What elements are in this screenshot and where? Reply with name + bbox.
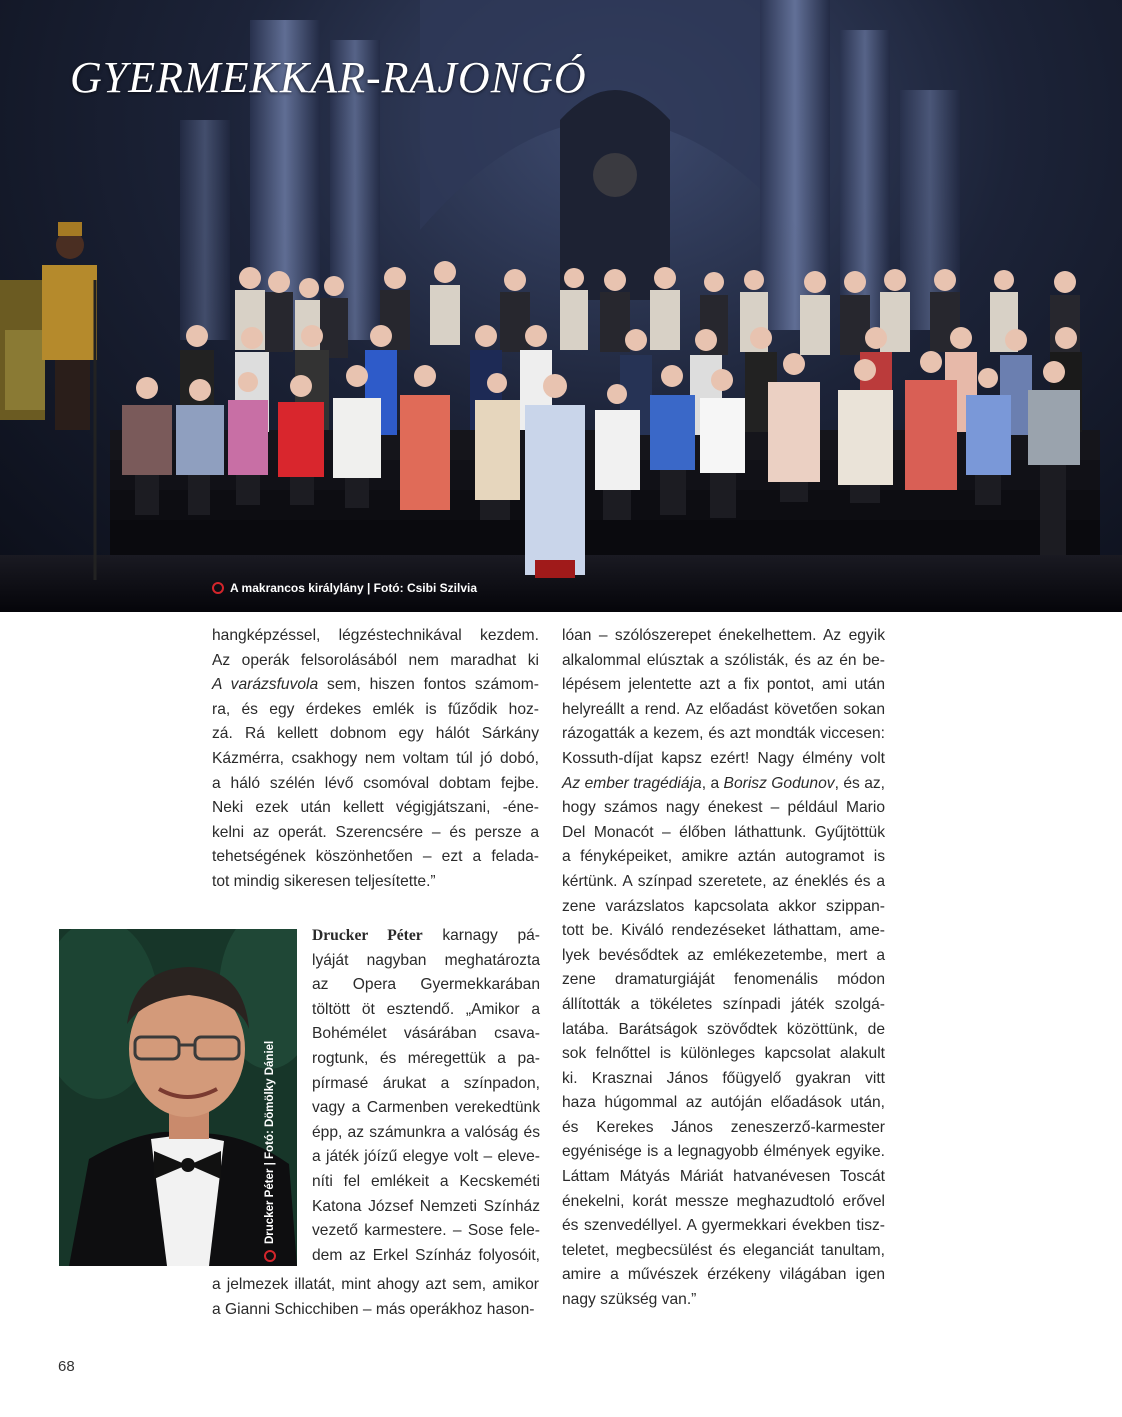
text-line: állították a tökéletes színpadi játék szolgá- [562, 995, 885, 1013]
text-line: rogtunk, és méregettük a pa- [312, 1049, 540, 1067]
text-line: egyénisége is a legnagyobb élmények egyike. [562, 1143, 885, 1161]
text-fragment: sem, hiszen fontos számom- [318, 676, 539, 694]
text-line: kelni az operát. Szerencsére – és persze a [212, 823, 539, 841]
portrait-photo [59, 929, 297, 1266]
portrait-caption [264, 1041, 276, 1262]
text-line: hogy számos nagy énekest – például Mario [562, 799, 885, 817]
text-fragment: karnagy pá- [422, 927, 540, 944]
text-line [312, 924, 540, 949]
text-line: a játék jóízű elegye volt – eleve- [312, 1148, 540, 1166]
text-line: ki. Krasznai János főügyelő gyakran vitt [562, 1069, 885, 1087]
text-line: lyek bevésődtek az emlékezetembe, mert a [562, 946, 885, 964]
portrait-illustration [59, 929, 297, 1266]
text-fragment: , a [701, 774, 724, 792]
hero-photo [0, 0, 1122, 612]
text-line: teletet, megbecsülést és eleganciát tanultam, [562, 1241, 885, 1259]
text-line: lóan – szólószerepet énekelhettem. Az egyik [562, 627, 885, 644]
text-line: a háló szélén lévő csomóval dobtam fejbe. [212, 774, 539, 792]
text-line: az Opera Gyermekkarában [312, 976, 540, 994]
text-line: tott be. Kiváló rendezéseket láthattam, ame- [562, 922, 885, 940]
text-line: hangképzéssel, légzéstechnikával kezdem. [212, 627, 539, 644]
italic-title: Az ember tragédiája [562, 774, 702, 792]
text-line: zene dramaturgiáját fenomenális módon [562, 971, 885, 989]
text-line: zá. Rá kellett dobnom egy hálót Sárkány [212, 725, 539, 743]
text-line: és szenvedéllyel. A gyermekkari években tisz- [562, 1217, 885, 1235]
italic-title: Borisz Godunov [723, 774, 835, 792]
text-line: níti fel emlékeit a Kecskeméti [312, 1172, 540, 1190]
text-line: tot mindig sikeresen teljesítette.” [212, 872, 436, 890]
text-line: a Gianni Schicchiben – más operákhoz hason- [212, 1300, 535, 1318]
text-line: Az operák felsorolásából nem maradhat ki [212, 651, 539, 669]
text-fragment: , és az, [834, 774, 885, 792]
text-line: énekelni, korát messze meghazudtoló erővel [562, 1192, 885, 1210]
text-line: tehetségének köszönhetően – ezt a felada- [212, 848, 539, 866]
text-line [212, 673, 539, 698]
text-line: nagy szükség van.” [562, 1291, 697, 1309]
portrait-caption-ring-icon [264, 1250, 276, 1262]
text-line: Neki ezek után kellett végigjátszani, -éne- [212, 799, 539, 817]
text-line: ra, és egy érdekes emlék is fűződik hoz- [212, 700, 539, 718]
text-line: Láttam Mátyás Máriát hatvanévesen Toscát [562, 1168, 885, 1186]
text-line: épp, az számunkra a valóság és [312, 1123, 540, 1141]
text-line: helyreállt a rend. Az előadást követően sokan [562, 700, 885, 718]
column-top-left [212, 624, 539, 895]
text-line: Del Monacót – élőben láthattunk. Gyűjtöttük [562, 823, 885, 841]
text-line: amire a művészek érzékeny világában igen [562, 1266, 885, 1284]
column-right [562, 624, 885, 1313]
text-line: kértünk. A színpad szeretete, az éneklés és a [562, 872, 885, 890]
text-line: a fényképeiket, amikre aztán autogramot is [562, 848, 885, 866]
text-line: vezető karmestere. – Sose fele- [312, 1222, 540, 1240]
text-line: Katona József Nemzeti Színház [312, 1197, 540, 1215]
person-name: Drucker Péter [312, 927, 423, 944]
photo-caption-text: A makrancos királylány | Fotó: Csibi Szilvia [230, 581, 477, 595]
text-line: dem az Erkel Színház folyosóit, [312, 1246, 540, 1264]
text-line [562, 772, 885, 797]
text-line: és Kerekes János zeneszerző-karmester [562, 1118, 885, 1136]
column-bottom-left-wide [212, 1273, 539, 1322]
text-line: sok felnőttel is különleges kapcsolat alakult [562, 1045, 885, 1063]
text-line: rázogatták a kezem, és azt mondták viccesen: [562, 725, 885, 743]
portrait-caption-text: Drucker Péter | Fotó: Dömölky Dániel [264, 1040, 276, 1244]
text-line: lyáját nagyban meghatározta [312, 951, 540, 969]
text-line: Kossuth-díjat kapsz ezért! Nagy élmény volt [562, 749, 885, 767]
caption-ring-icon [212, 582, 224, 594]
text-line: Kázmérra, csakhogy nem voltam túl jó dobó, [212, 749, 539, 767]
text-line: Bohémélet vásárában csava- [312, 1025, 540, 1043]
photo-caption [212, 581, 477, 595]
article-headline: GYERMEKKAR-RAJONGÓ [70, 53, 587, 102]
text-line: haza húgommal az autóján előadások után, [562, 1094, 885, 1112]
text-line: lépésem jelentette azt a fix pontot, ami után [562, 676, 885, 694]
text-line: a jelmezek illatát, mint ahogy azt sem, amikor [212, 1276, 539, 1293]
text-line: töltött öt esztendő. „Amikor a [312, 1000, 540, 1018]
column-bottom-left-narrow [312, 924, 540, 1268]
page-number: 68 [58, 1358, 75, 1375]
italic-title: A varázsfuvola [212, 676, 319, 694]
text-line: pírmasé árukat a színpadon, [312, 1074, 540, 1092]
text-line: zene varázslatos kapcsolata akkor szippan- [562, 897, 885, 915]
text-line: vagy a Carmenben verekedtünk [312, 1099, 540, 1117]
text-line: alkalommal elúsztak a szólisták, és az én be- [562, 651, 885, 669]
text-line: latába. Barátságok szövődtek közöttünk, de [562, 1020, 885, 1038]
